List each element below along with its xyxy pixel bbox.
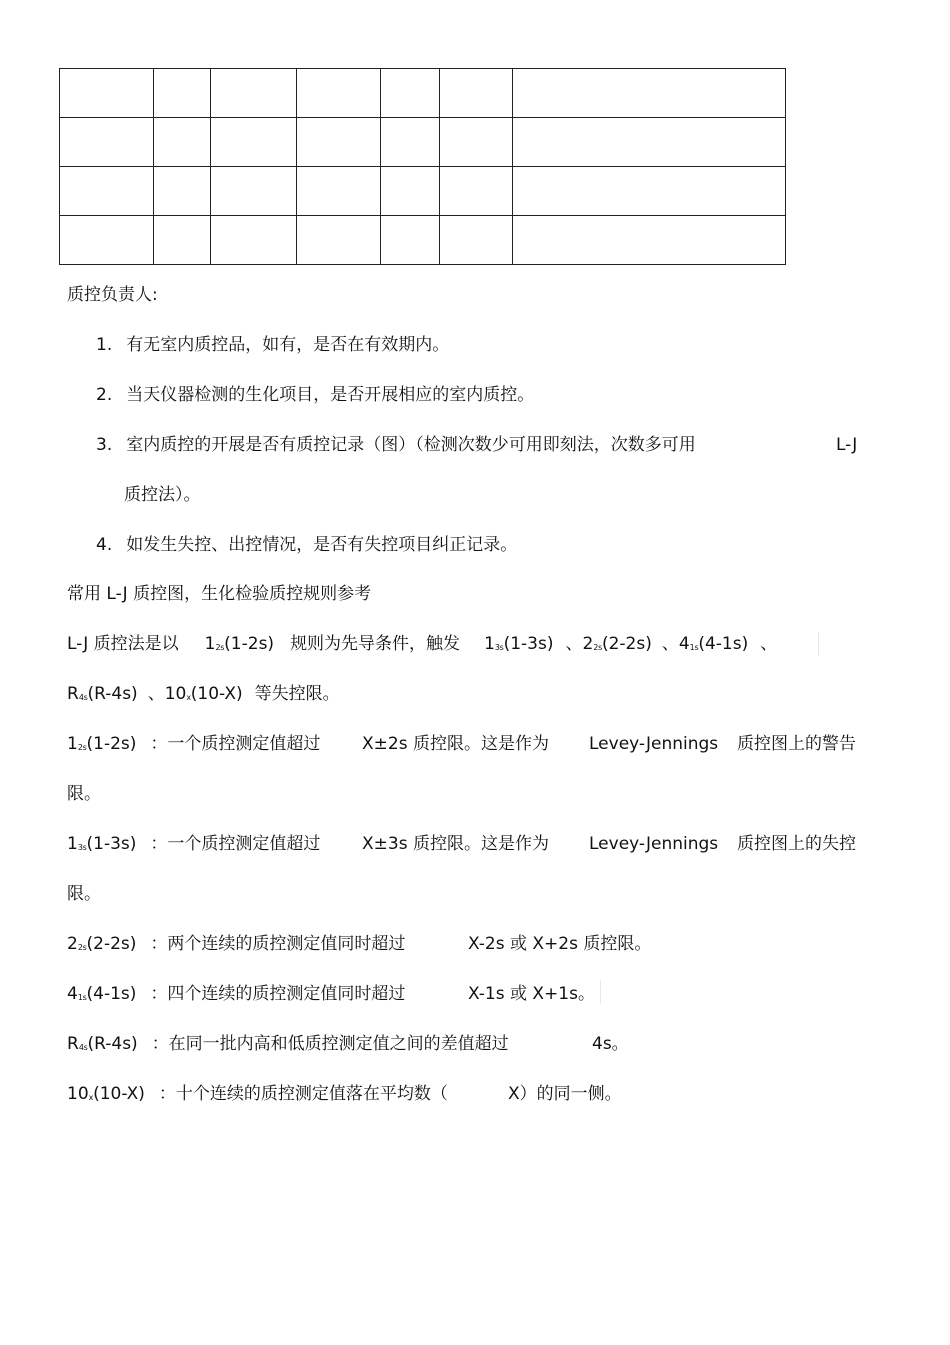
rule-subscript: 1s — [77, 993, 87, 1002]
table-cell — [381, 118, 440, 167]
rule-description: 限。 — [67, 884, 101, 904]
item-number: 1. — [96, 335, 113, 355]
rule-subscript: 2s — [215, 643, 225, 652]
rule-code: 2 — [67, 934, 78, 954]
table-cell — [60, 216, 154, 265]
table-cell — [297, 118, 381, 167]
table-cell — [297, 69, 381, 118]
table-cell — [513, 216, 786, 265]
rule-label: (1-3s) — [503, 634, 554, 654]
table-cell — [381, 167, 440, 216]
blank-record-table — [59, 68, 786, 265]
section-title: 常用 L-J 质控图，生化检验质控规则参考 — [67, 584, 372, 604]
table-cell — [211, 216, 297, 265]
divider — [818, 632, 819, 656]
rule-description: 4s。 — [592, 1034, 629, 1054]
rule-label: (1-3s) — [86, 834, 137, 854]
rule-description: 限。 — [67, 784, 101, 804]
table-cell — [381, 216, 440, 265]
table-cell — [154, 118, 211, 167]
rule-subscript: 4s — [78, 693, 88, 702]
rule-code: 4 — [67, 984, 78, 1004]
rule-description: X-2s 或 X+2s 质控限。 — [468, 934, 652, 954]
item-text-tail: L-J — [836, 435, 858, 455]
item-text: 有无室内质控品，如有，是否在有效期内。 — [126, 335, 450, 355]
item-number: 2. — [96, 385, 113, 405]
table-cell — [211, 167, 297, 216]
table-cell — [154, 167, 211, 216]
separator: 、 — [760, 634, 778, 654]
table-row — [60, 69, 786, 118]
responsible-heading: 质控负责人: — [67, 285, 158, 305]
intro-text: 规则为先导条件，触发 — [290, 634, 461, 654]
rule-description: X-1s 或 X+1s。 — [468, 984, 595, 1004]
rule-R-4s — [67, 1032, 509, 1060]
table-cell — [60, 118, 154, 167]
rule-description: ：两个连续的质控测定值同时超过 — [150, 934, 406, 954]
intro-paragraph — [67, 632, 777, 660]
rule-description: Levey-Jennings — [589, 734, 719, 754]
rule-subscript: x — [186, 693, 191, 702]
rule-code: 10 — [67, 1084, 89, 1104]
rule-code: 1 — [484, 634, 495, 654]
table-row — [60, 216, 786, 265]
table-cell — [211, 69, 297, 118]
rule-label: (2-2s) — [86, 934, 137, 954]
table-cell — [513, 167, 786, 216]
rule-label: (10-X) — [93, 1084, 145, 1104]
separator: 、 — [565, 634, 583, 654]
rule-description: ：四个连续的质控测定值同时超过 — [150, 984, 406, 1004]
rule-description: ：一个质控测定值超过 — [150, 834, 321, 854]
item-text: 当天仪器检测的生化项目，是否开展相应的室内质控。 — [126, 385, 535, 405]
table-cell — [60, 167, 154, 216]
table-cell — [297, 216, 381, 265]
rule-subscript: 2s — [77, 743, 87, 752]
separator: 、 — [661, 634, 679, 654]
rule-subscript: 1s — [689, 643, 699, 652]
table-row — [60, 118, 786, 167]
list-item — [96, 333, 449, 357]
rule-code: 2 — [582, 634, 594, 654]
table-cell — [440, 167, 513, 216]
rule-subscript: 2s — [77, 943, 87, 952]
intro-text: 等失控限。 — [254, 684, 340, 704]
rule-description: X±2s 质控限。这是作为 — [362, 734, 549, 754]
item-text: 如发生失控、出控情况，是否有失控项目纠正记录。 — [126, 535, 518, 555]
rule-code: 1 — [204, 634, 216, 654]
item-number: 4. — [96, 535, 113, 555]
intro-text: L-J 质控法是以 — [67, 634, 179, 654]
list-item — [96, 533, 517, 557]
table-row — [60, 167, 786, 216]
rule-code: R — [67, 684, 79, 704]
rule-label: (2-2s) — [601, 634, 652, 654]
table-cell — [513, 69, 786, 118]
rule-subscript: 2s — [593, 643, 602, 652]
table-cell — [381, 69, 440, 118]
table-cell — [154, 216, 211, 265]
table-cell — [154, 69, 211, 118]
rule-description: 质控图上的警告 — [737, 734, 856, 754]
rule-label: (R-4s) — [87, 684, 138, 704]
table-cell — [211, 118, 297, 167]
rule-description: 质控图上的失控 — [737, 834, 856, 854]
table-cell — [513, 118, 786, 167]
rule-label: (10-X) — [190, 684, 243, 704]
rule-1-3s — [67, 832, 320, 860]
table-cell — [60, 69, 154, 118]
rule-description: X±3s 质控限。这是作为 — [362, 834, 549, 854]
table-cell — [440, 118, 513, 167]
rule-code: 1 — [67, 834, 78, 854]
rule-code: R — [67, 1034, 79, 1054]
rule-label: (4-1s) — [86, 984, 137, 1004]
rule-subscript: 3s — [494, 643, 504, 652]
rule-code: 1 — [67, 734, 78, 754]
rule-label: (1-2s) — [86, 734, 137, 754]
rule-description: ：十个连续的质控测定值落在平均数（ — [158, 1084, 448, 1104]
rule-description: Levey-Jennings — [589, 834, 719, 854]
rule-2-2s — [67, 932, 405, 960]
separator: 、 — [147, 684, 165, 704]
rule-1-2s — [67, 732, 320, 760]
rule-description: X）的同一侧。 — [508, 1084, 622, 1104]
rule-10-X — [67, 1082, 448, 1110]
list-item — [96, 433, 696, 457]
table-cell — [440, 216, 513, 265]
rule-code: 10 — [164, 684, 187, 704]
intro-paragraph-continuation — [67, 682, 340, 710]
rule-code: 4 — [678, 634, 690, 654]
rule-label: (R-4s) — [87, 1034, 138, 1054]
rule-4-1s — [67, 982, 405, 1010]
item-text: 室内质控的开展是否有质控记录（图）（检测次数少可用即刻法，次数多可用 — [126, 435, 696, 455]
list-item — [96, 383, 534, 407]
rule-description: ：一个质控测定值超过 — [150, 734, 321, 754]
rule-subscript: 3s — [77, 843, 87, 852]
rule-label: (4-1s) — [698, 634, 749, 654]
table-cell — [440, 69, 513, 118]
rule-subscript: 4s — [78, 1043, 88, 1052]
rule-label: (1-2s) — [224, 634, 275, 654]
item-text-continuation: 质控法）。 — [124, 485, 201, 505]
rule-subscript: x — [88, 1093, 94, 1102]
divider — [600, 980, 601, 1004]
rule-description: ：在同一批内高和低质控测定值之间的差值超过 — [151, 1034, 509, 1054]
item-number: 3. — [96, 435, 113, 455]
table-cell — [297, 167, 381, 216]
